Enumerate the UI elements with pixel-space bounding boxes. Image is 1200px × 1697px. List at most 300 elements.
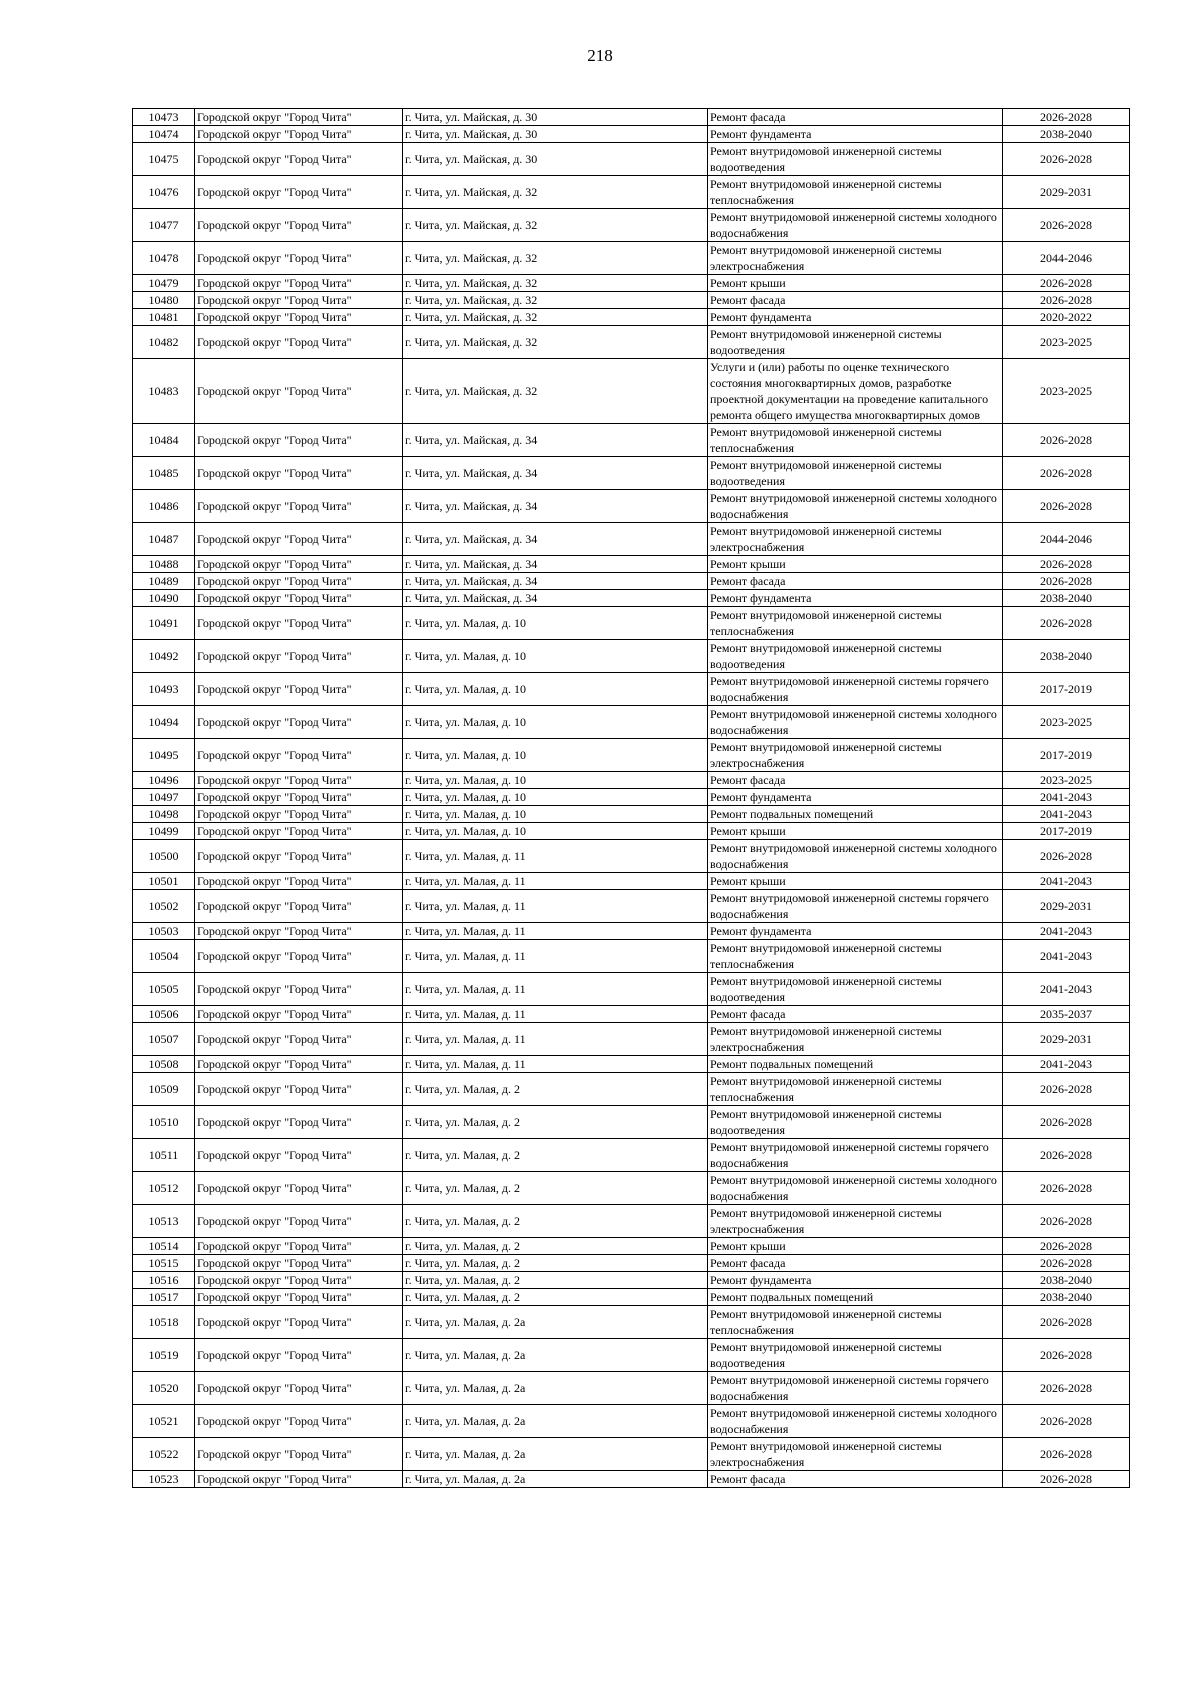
work-type-cell: Ремонт фасада bbox=[708, 573, 1003, 590]
municipality-cell: Городской округ "Город Чита" bbox=[195, 242, 403, 275]
municipality-cell: Городской округ "Город Чита" bbox=[195, 840, 403, 873]
address-cell: г. Чита, ул. Майская, д. 34 bbox=[403, 490, 708, 523]
table-row bbox=[133, 1205, 1130, 1238]
table-row bbox=[133, 1405, 1130, 1438]
period-cell: 2023-2025 bbox=[1003, 359, 1130, 424]
period-cell: 2041-2043 bbox=[1003, 873, 1130, 890]
work-type-cell: Ремонт фундамента bbox=[708, 309, 1003, 326]
table-row bbox=[133, 1238, 1130, 1255]
address-cell: г. Чита, ул. Майская, д. 32 bbox=[403, 309, 708, 326]
municipality-cell: Городской округ "Город Чита" bbox=[195, 556, 403, 573]
municipality-cell: Городской округ "Город Чита" bbox=[195, 424, 403, 457]
municipality-cell: Городской округ "Город Чита" bbox=[195, 640, 403, 673]
address-cell: г. Чита, ул. Малая, д. 2а bbox=[403, 1405, 708, 1438]
table-row bbox=[133, 590, 1130, 607]
work-type-cell: Ремонт внутридомовой инженерной системы электроснабжения bbox=[708, 739, 1003, 772]
municipality-cell: Городской округ "Город Чита" bbox=[195, 873, 403, 890]
municipality-cell: Городской округ "Город Чита" bbox=[195, 1238, 403, 1255]
address-cell: г. Чита, ул. Малая, д. 10 bbox=[403, 607, 708, 640]
municipality-cell: Городской округ "Город Чита" bbox=[195, 176, 403, 209]
work-type-cell: Ремонт внутридомовой инженерной системы теплоснабжения bbox=[708, 607, 1003, 640]
address-cell: г. Чита, ул. Малая, д. 2а bbox=[403, 1471, 708, 1488]
period-cell: 2038-2040 bbox=[1003, 126, 1130, 143]
municipality-cell: Городской округ "Город Чита" bbox=[195, 607, 403, 640]
municipality-cell: Городской округ "Город Чита" bbox=[195, 973, 403, 1006]
address-cell: г. Чита, ул. Майская, д. 34 bbox=[403, 457, 708, 490]
row-number-cell: 10518 bbox=[133, 1306, 195, 1339]
work-type-cell: Ремонт внутридомовой инженерной системы электроснабжения bbox=[708, 1023, 1003, 1056]
period-cell: 2026-2028 bbox=[1003, 1205, 1130, 1238]
work-type-cell: Ремонт крыши bbox=[708, 275, 1003, 292]
period-cell: 2038-2040 bbox=[1003, 590, 1130, 607]
table-row bbox=[133, 840, 1130, 873]
work-type-cell: Ремонт внутридомовой инженерной системы холодного водоснабжения bbox=[708, 840, 1003, 873]
table-row bbox=[133, 673, 1130, 706]
municipality-cell: Городской округ "Город Чита" bbox=[195, 1255, 403, 1272]
address-cell: г. Чита, ул. Майская, д. 34 bbox=[403, 424, 708, 457]
table-row bbox=[133, 940, 1130, 973]
period-cell: 2029-2031 bbox=[1003, 890, 1130, 923]
table-row bbox=[133, 490, 1130, 523]
table-row bbox=[133, 1106, 1130, 1139]
period-cell: 2035-2037 bbox=[1003, 1006, 1130, 1023]
address-cell: г. Чита, ул. Малая, д. 10 bbox=[403, 673, 708, 706]
address-cell: г. Чита, ул. Малая, д. 11 bbox=[403, 890, 708, 923]
table-row bbox=[133, 1255, 1130, 1272]
table-row bbox=[133, 556, 1130, 573]
period-cell: 2026-2028 bbox=[1003, 143, 1130, 176]
table-row bbox=[133, 457, 1130, 490]
address-cell: г. Чита, ул. Майская, д. 32 bbox=[403, 292, 708, 309]
table-row bbox=[133, 326, 1130, 359]
row-number-cell: 10513 bbox=[133, 1205, 195, 1238]
municipality-cell: Городской округ "Город Чита" bbox=[195, 789, 403, 806]
period-cell: 2023-2025 bbox=[1003, 326, 1130, 359]
work-type-cell: Ремонт фасада bbox=[708, 292, 1003, 309]
address-cell: г. Чита, ул. Малая, д. 11 bbox=[403, 940, 708, 973]
table-row bbox=[133, 1306, 1130, 1339]
municipality-cell: Городской округ "Город Чита" bbox=[195, 1172, 403, 1205]
address-cell: г. Чита, ул. Малая, д. 2 bbox=[403, 1205, 708, 1238]
address-cell: г. Чита, ул. Малая, д. 11 bbox=[403, 1023, 708, 1056]
table-row bbox=[133, 424, 1130, 457]
table-row bbox=[133, 309, 1130, 326]
period-cell: 2041-2043 bbox=[1003, 789, 1130, 806]
row-number-cell: 10480 bbox=[133, 292, 195, 309]
address-cell: г. Чита, ул. Малая, д. 2 bbox=[403, 1106, 708, 1139]
work-type-cell: Ремонт внутридомовой инженерной системы водоотведения bbox=[708, 143, 1003, 176]
work-type-cell: Ремонт внутридомовой инженерной системы электроснабжения bbox=[708, 242, 1003, 275]
address-cell: г. Чита, ул. Майская, д. 32 bbox=[403, 176, 708, 209]
work-type-cell: Ремонт крыши bbox=[708, 823, 1003, 840]
municipality-cell: Городской округ "Город Чита" bbox=[195, 1405, 403, 1438]
row-number-cell: 10509 bbox=[133, 1073, 195, 1106]
address-cell: г. Чита, ул. Малая, д. 2а bbox=[403, 1438, 708, 1471]
municipality-cell: Городской округ "Город Чита" bbox=[195, 109, 403, 126]
work-type-cell: Ремонт крыши bbox=[708, 556, 1003, 573]
row-number-cell: 10483 bbox=[133, 359, 195, 424]
table-row bbox=[133, 1289, 1130, 1306]
row-number-cell: 10521 bbox=[133, 1405, 195, 1438]
address-cell: г. Чита, ул. Майская, д. 32 bbox=[403, 326, 708, 359]
address-cell: г. Чита, ул. Малая, д. 11 bbox=[403, 840, 708, 873]
period-cell: 2026-2028 bbox=[1003, 209, 1130, 242]
table-row bbox=[133, 1073, 1130, 1106]
period-cell: 2038-2040 bbox=[1003, 1272, 1130, 1289]
row-number-cell: 10493 bbox=[133, 673, 195, 706]
municipality-cell: Городской округ "Город Чита" bbox=[195, 1006, 403, 1023]
address-cell: г. Чита, ул. Малая, д. 2а bbox=[403, 1339, 708, 1372]
address-cell: г. Чита, ул. Малая, д. 11 bbox=[403, 923, 708, 940]
table-row bbox=[133, 640, 1130, 673]
address-cell: г. Чита, ул. Малая, д. 2 bbox=[403, 1139, 708, 1172]
period-cell: 2038-2040 bbox=[1003, 1289, 1130, 1306]
period-cell: 2026-2028 bbox=[1003, 292, 1130, 309]
municipality-cell: Городской округ "Город Чита" bbox=[195, 1372, 403, 1405]
work-type-cell: Ремонт внутридомовой инженерной системы водоотведения bbox=[708, 457, 1003, 490]
work-type-cell: Ремонт внутридомовой инженерной системы холодного водоснабжения bbox=[708, 1405, 1003, 1438]
address-cell: г. Чита, ул. Малая, д. 10 bbox=[403, 772, 708, 789]
row-number-cell: 10522 bbox=[133, 1438, 195, 1471]
table-row bbox=[133, 1023, 1130, 1056]
table-row bbox=[133, 275, 1130, 292]
row-number-cell: 10481 bbox=[133, 309, 195, 326]
period-cell: 2029-2031 bbox=[1003, 176, 1130, 209]
period-cell: 2026-2028 bbox=[1003, 1339, 1130, 1372]
address-cell: г. Чита, ул. Малая, д. 2а bbox=[403, 1306, 708, 1339]
period-cell: 2044-2046 bbox=[1003, 242, 1130, 275]
municipality-cell: Городской округ "Город Чита" bbox=[195, 1289, 403, 1306]
period-cell: 2026-2028 bbox=[1003, 1471, 1130, 1488]
row-number-cell: 10514 bbox=[133, 1238, 195, 1255]
municipality-cell: Городской округ "Город Чита" bbox=[195, 1438, 403, 1471]
work-type-cell: Ремонт фасада bbox=[708, 1471, 1003, 1488]
work-type-cell: Ремонт фасада bbox=[708, 1255, 1003, 1272]
period-cell: 2017-2019 bbox=[1003, 739, 1130, 772]
row-number-cell: 10503 bbox=[133, 923, 195, 940]
municipality-cell: Городской округ "Город Чита" bbox=[195, 523, 403, 556]
work-type-cell: Ремонт внутридомовой инженерной системы холодного водоснабжения bbox=[708, 706, 1003, 739]
address-cell: г. Чита, ул. Малая, д. 2 bbox=[403, 1238, 708, 1255]
row-number-cell: 10505 bbox=[133, 973, 195, 1006]
work-type-cell: Ремонт фундамента bbox=[708, 1272, 1003, 1289]
row-number-cell: 10520 bbox=[133, 1372, 195, 1405]
table-row bbox=[133, 890, 1130, 923]
work-type-cell: Ремонт внутридомовой инженерной системы теплоснабжения bbox=[708, 1073, 1003, 1106]
work-type-cell: Ремонт внутридомовой инженерной системы холодного водоснабжения bbox=[708, 209, 1003, 242]
address-cell: г. Чита, ул. Малая, д. 11 bbox=[403, 973, 708, 1006]
address-cell: г. Чита, ул. Майская, д. 32 bbox=[403, 275, 708, 292]
table-row bbox=[133, 209, 1130, 242]
address-cell: г. Чита, ул. Малая, д. 10 bbox=[403, 806, 708, 823]
work-type-cell: Ремонт фундамента bbox=[708, 789, 1003, 806]
table-row bbox=[133, 1172, 1130, 1205]
row-number-cell: 10492 bbox=[133, 640, 195, 673]
period-cell: 2026-2028 bbox=[1003, 109, 1130, 126]
table-row bbox=[133, 706, 1130, 739]
row-number-cell: 10496 bbox=[133, 772, 195, 789]
work-type-cell: Ремонт внутридомовой инженерной системы электроснабжения bbox=[708, 1438, 1003, 1471]
municipality-cell: Городской округ "Город Чита" bbox=[195, 890, 403, 923]
work-type-cell: Ремонт внутридомовой инженерной системы теплоснабжения bbox=[708, 424, 1003, 457]
work-type-cell: Ремонт внутридомовой инженерной системы водоотведения bbox=[708, 640, 1003, 673]
row-number-cell: 10515 bbox=[133, 1255, 195, 1272]
period-cell: 2026-2028 bbox=[1003, 457, 1130, 490]
municipality-cell: Городской округ "Город Чита" bbox=[195, 292, 403, 309]
row-number-cell: 10475 bbox=[133, 143, 195, 176]
period-cell: 2026-2028 bbox=[1003, 1073, 1130, 1106]
row-number-cell: 10506 bbox=[133, 1006, 195, 1023]
period-cell: 2029-2031 bbox=[1003, 1023, 1130, 1056]
table-row bbox=[133, 739, 1130, 772]
work-type-cell: Ремонт внутридомовой инженерной системы водоотведения bbox=[708, 1339, 1003, 1372]
municipality-cell: Городской округ "Город Чита" bbox=[195, 806, 403, 823]
period-cell: 2041-2043 bbox=[1003, 923, 1130, 940]
row-number-cell: 10494 bbox=[133, 706, 195, 739]
row-number-cell: 10488 bbox=[133, 556, 195, 573]
municipality-cell: Городской округ "Город Чита" bbox=[195, 1056, 403, 1073]
row-number-cell: 10477 bbox=[133, 209, 195, 242]
address-cell: г. Чита, ул. Малая, д. 10 bbox=[403, 640, 708, 673]
table-row bbox=[133, 789, 1130, 806]
address-cell: г. Чита, ул. Малая, д. 2 bbox=[403, 1272, 708, 1289]
row-number-cell: 10484 bbox=[133, 424, 195, 457]
work-type-cell: Ремонт внутридомовой инженерной системы водоотведения bbox=[708, 326, 1003, 359]
municipality-cell: Городской округ "Город Чита" bbox=[195, 706, 403, 739]
period-cell: 2038-2040 bbox=[1003, 640, 1130, 673]
table-row bbox=[133, 242, 1130, 275]
row-number-cell: 10517 bbox=[133, 1289, 195, 1306]
work-type-cell: Ремонт внутридомовой инженерной системы холодного водоснабжения bbox=[708, 490, 1003, 523]
table-row bbox=[133, 523, 1130, 556]
municipality-cell: Городской округ "Город Чита" bbox=[195, 309, 403, 326]
row-number-cell: 10478 bbox=[133, 242, 195, 275]
municipality-cell: Городской округ "Город Чита" bbox=[195, 1073, 403, 1106]
table-row bbox=[133, 1339, 1130, 1372]
period-cell: 2041-2043 bbox=[1003, 806, 1130, 823]
row-number-cell: 10519 bbox=[133, 1339, 195, 1372]
period-cell: 2041-2043 bbox=[1003, 1056, 1130, 1073]
work-type-cell: Ремонт внутридомовой инженерной системы теплоснабжения bbox=[708, 940, 1003, 973]
table-row bbox=[133, 1372, 1130, 1405]
municipality-cell: Городской округ "Город Чита" bbox=[195, 359, 403, 424]
period-cell: 2044-2046 bbox=[1003, 523, 1130, 556]
address-cell: г. Чита, ул. Малая, д. 2 bbox=[403, 1073, 708, 1106]
work-type-cell: Ремонт фасада bbox=[708, 772, 1003, 789]
row-number-cell: 10491 bbox=[133, 607, 195, 640]
row-number-cell: 10499 bbox=[133, 823, 195, 840]
period-cell: 2026-2028 bbox=[1003, 607, 1130, 640]
row-number-cell: 10473 bbox=[133, 109, 195, 126]
table-body bbox=[133, 109, 1130, 1488]
period-cell: 2026-2028 bbox=[1003, 1172, 1130, 1205]
row-number-cell: 10512 bbox=[133, 1172, 195, 1205]
table-row bbox=[133, 126, 1130, 143]
period-cell: 2023-2025 bbox=[1003, 706, 1130, 739]
municipality-cell: Городской округ "Город Чита" bbox=[195, 823, 403, 840]
table-row bbox=[133, 923, 1130, 940]
work-type-cell: Ремонт внутридомовой инженерной системы горячего водоснабжения bbox=[708, 1372, 1003, 1405]
period-cell: 2026-2028 bbox=[1003, 1106, 1130, 1139]
municipality-cell: Городской округ "Город Чита" bbox=[195, 673, 403, 706]
table-row bbox=[133, 1272, 1130, 1289]
municipality-cell: Городской округ "Город Чита" bbox=[195, 1471, 403, 1488]
work-type-cell: Ремонт подвальных помещений bbox=[708, 1289, 1003, 1306]
table-row bbox=[133, 806, 1130, 823]
period-cell: 2026-2028 bbox=[1003, 275, 1130, 292]
address-cell: г. Чита, ул. Малая, д. 10 bbox=[403, 789, 708, 806]
address-cell: г. Чита, ул. Малая, д. 2а bbox=[403, 1372, 708, 1405]
municipality-cell: Городской округ "Город Чита" bbox=[195, 209, 403, 242]
address-cell: г. Чита, ул. Малая, д. 2 bbox=[403, 1172, 708, 1205]
row-number-cell: 10495 bbox=[133, 739, 195, 772]
municipality-cell: Городской округ "Город Чита" bbox=[195, 739, 403, 772]
period-cell: 2023-2025 bbox=[1003, 772, 1130, 789]
table-row bbox=[133, 772, 1130, 789]
address-cell: г. Чита, ул. Малая, д. 10 bbox=[403, 706, 708, 739]
period-cell: 2026-2028 bbox=[1003, 1372, 1130, 1405]
repair-schedule-table bbox=[132, 108, 1130, 1488]
period-cell: 2026-2028 bbox=[1003, 840, 1130, 873]
row-number-cell: 10489 bbox=[133, 573, 195, 590]
work-type-cell: Ремонт крыши bbox=[708, 873, 1003, 890]
page-number: 218 bbox=[587, 46, 613, 65]
period-cell: 2017-2019 bbox=[1003, 673, 1130, 706]
table-row bbox=[133, 573, 1130, 590]
table-row bbox=[133, 1006, 1130, 1023]
row-number-cell: 10516 bbox=[133, 1272, 195, 1289]
period-cell: 2041-2043 bbox=[1003, 940, 1130, 973]
municipality-cell: Городской округ "Город Чита" bbox=[195, 1272, 403, 1289]
address-cell: г. Чита, ул. Майская, д. 30 bbox=[403, 143, 708, 176]
period-cell: 2041-2043 bbox=[1003, 973, 1130, 1006]
table-row bbox=[133, 292, 1130, 309]
row-number-cell: 10523 bbox=[133, 1471, 195, 1488]
row-number-cell: 10510 bbox=[133, 1106, 195, 1139]
work-type-cell: Ремонт фасада bbox=[708, 109, 1003, 126]
period-cell: 2026-2028 bbox=[1003, 1306, 1130, 1339]
municipality-cell: Городской округ "Город Чита" bbox=[195, 573, 403, 590]
municipality-cell: Городской округ "Город Чита" bbox=[195, 923, 403, 940]
work-type-cell: Ремонт подвальных помещений bbox=[708, 1056, 1003, 1073]
work-type-cell: Ремонт фундамента bbox=[708, 923, 1003, 940]
period-cell: 2020-2022 bbox=[1003, 309, 1130, 326]
period-cell: 2026-2028 bbox=[1003, 1238, 1130, 1255]
work-type-cell: Ремонт крыши bbox=[708, 1238, 1003, 1255]
table-row bbox=[133, 1471, 1130, 1488]
work-type-cell: Ремонт фундамента bbox=[708, 126, 1003, 143]
municipality-cell: Городской округ "Город Чита" bbox=[195, 275, 403, 292]
municipality-cell: Городской округ "Город Чита" bbox=[195, 1139, 403, 1172]
work-type-cell: Ремонт внутридомовой инженерной системы водоотведения bbox=[708, 1106, 1003, 1139]
address-cell: г. Чита, ул. Майская, д. 34 bbox=[403, 556, 708, 573]
address-cell: г. Чита, ул. Малая, д. 10 bbox=[403, 823, 708, 840]
work-type-cell: Ремонт фундамента bbox=[708, 590, 1003, 607]
address-cell: г. Чита, ул. Майская, д. 34 bbox=[403, 590, 708, 607]
table-row bbox=[133, 176, 1130, 209]
period-cell: 2026-2028 bbox=[1003, 1438, 1130, 1471]
row-number-cell: 10500 bbox=[133, 840, 195, 873]
municipality-cell: Городской округ "Город Чита" bbox=[195, 326, 403, 359]
work-type-cell: Ремонт внутридомовой инженерной системы электроснабжения bbox=[708, 1205, 1003, 1238]
row-number-cell: 10485 bbox=[133, 457, 195, 490]
address-cell: г. Чита, ул. Майская, д. 30 bbox=[403, 109, 708, 126]
table-row bbox=[133, 973, 1130, 1006]
municipality-cell: Городской округ "Город Чита" bbox=[195, 126, 403, 143]
table-row bbox=[133, 1139, 1130, 1172]
table-row bbox=[133, 1438, 1130, 1471]
work-type-cell: Ремонт внутридомовой инженерной системы теплоснабжения bbox=[708, 176, 1003, 209]
period-cell: 2026-2028 bbox=[1003, 1405, 1130, 1438]
municipality-cell: Городской округ "Город Чита" bbox=[195, 1205, 403, 1238]
row-number-cell: 10497 bbox=[133, 789, 195, 806]
row-number-cell: 10511 bbox=[133, 1139, 195, 1172]
row-number-cell: 10486 bbox=[133, 490, 195, 523]
address-cell: г. Чита, ул. Малая, д. 2 bbox=[403, 1289, 708, 1306]
municipality-cell: Городской округ "Город Чита" bbox=[195, 1023, 403, 1056]
municipality-cell: Городской округ "Город Чита" bbox=[195, 940, 403, 973]
municipality-cell: Городской округ "Город Чита" bbox=[195, 143, 403, 176]
municipality-cell: Городской округ "Город Чита" bbox=[195, 1306, 403, 1339]
work-type-cell: Ремонт внутридомовой инженерной системы холодного водоснабжения bbox=[708, 1172, 1003, 1205]
municipality-cell: Городской округ "Город Чита" bbox=[195, 1106, 403, 1139]
table-row bbox=[133, 607, 1130, 640]
row-number-cell: 10498 bbox=[133, 806, 195, 823]
work-type-cell: Услуги и (или) работы по оценке технического состояния многоквартирных домов, разработке проектной документации на проведение капитального ремонта общего имущества многоквартирных домов bbox=[708, 359, 1003, 424]
row-number-cell: 10476 bbox=[133, 176, 195, 209]
work-type-cell: Ремонт внутридомовой инженерной системы горячего водоснабжения bbox=[708, 673, 1003, 706]
work-type-cell: Ремонт внутридомовой инженерной системы теплоснабжения bbox=[708, 1306, 1003, 1339]
address-cell: г. Чита, ул. Майская, д. 34 bbox=[403, 573, 708, 590]
address-cell: г. Чита, ул. Майская, д. 34 bbox=[403, 523, 708, 556]
address-cell: г. Чита, ул. Малая, д. 11 bbox=[403, 873, 708, 890]
work-type-cell: Ремонт внутридомовой инженерной системы горячего водоснабжения bbox=[708, 1139, 1003, 1172]
work-type-cell: Ремонт внутридомовой инженерной системы водоотведения bbox=[708, 973, 1003, 1006]
address-cell: г. Чита, ул. Малая, д. 11 bbox=[403, 1056, 708, 1073]
municipality-cell: Городской округ "Город Чита" bbox=[195, 772, 403, 789]
table-row bbox=[133, 873, 1130, 890]
work-type-cell: Ремонт внутридомовой инженерной системы электроснабжения bbox=[708, 523, 1003, 556]
table-row bbox=[133, 823, 1130, 840]
address-cell: г. Чита, ул. Майская, д. 32 bbox=[403, 359, 708, 424]
table-row bbox=[133, 143, 1130, 176]
row-number-cell: 10501 bbox=[133, 873, 195, 890]
address-cell: г. Чита, ул. Малая, д. 10 bbox=[403, 739, 708, 772]
period-cell: 2026-2028 bbox=[1003, 490, 1130, 523]
period-cell: 2026-2028 bbox=[1003, 556, 1130, 573]
work-type-cell: Ремонт фасада bbox=[708, 1006, 1003, 1023]
period-cell: 2026-2028 bbox=[1003, 424, 1130, 457]
municipality-cell: Городской округ "Город Чита" bbox=[195, 1339, 403, 1372]
row-number-cell: 10502 bbox=[133, 890, 195, 923]
work-type-cell: Ремонт подвальных помещений bbox=[708, 806, 1003, 823]
address-cell: г. Чита, ул. Малая, д. 2 bbox=[403, 1255, 708, 1272]
address-cell: г. Чита, ул. Майская, д. 30 bbox=[403, 126, 708, 143]
period-cell: 2026-2028 bbox=[1003, 1255, 1130, 1272]
address-cell: г. Чита, ул. Малая, д. 11 bbox=[403, 1006, 708, 1023]
row-number-cell: 10487 bbox=[133, 523, 195, 556]
period-cell: 2017-2019 bbox=[1003, 823, 1130, 840]
address-cell: г. Чита, ул. Майская, д. 32 bbox=[403, 209, 708, 242]
municipality-cell: Городской округ "Город Чита" bbox=[195, 590, 403, 607]
municipality-cell: Городской округ "Город Чита" bbox=[195, 490, 403, 523]
period-cell: 2026-2028 bbox=[1003, 573, 1130, 590]
row-number-cell: 10482 bbox=[133, 326, 195, 359]
table-row bbox=[133, 359, 1130, 424]
row-number-cell: 10474 bbox=[133, 126, 195, 143]
row-number-cell: 10504 bbox=[133, 940, 195, 973]
address-cell: г. Чита, ул. Майская, д. 32 bbox=[403, 242, 708, 275]
